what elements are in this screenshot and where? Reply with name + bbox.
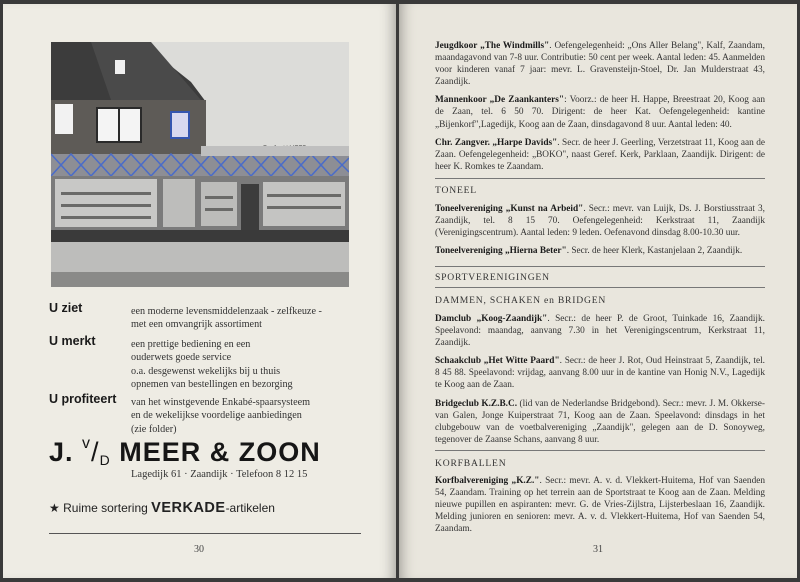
benefit-text-profit <box>131 396 371 436</box>
korfball-entries <box>435 475 765 541</box>
brand-d: D <box>99 452 111 468</box>
entry-kunst-na-arbeid <box>435 203 765 239</box>
page-number-right: 31 <box>593 544 603 555</box>
entry-name: Schaakclub „Het Witte Paard" <box>435 356 560 367</box>
entry-jeugdkoor <box>435 40 765 88</box>
entry-bridgeclub <box>435 398 765 446</box>
entry-text: . Secr.: de heer J. Rot, Oud Heinstraat 5, Zaandijk, tel. 8 45 88. Speelavond: vrijdag, aanvang 8.00 uur in de kantine van Honig N.V., Lagedijk te Koog aan de Zaan. <box>435 356 766 391</box>
entry-text: . Secr.: mevr. van Luijk, Ds. J. Borstiusstraat 3, Zaandijk, tel. 8 15 70. Oefengelegenheid: Kerkstraat 11, Zaandijk (Verenigingscentrum). Aantal leden: 9 leden. Oefenavond dinsdag 8.00-10.30 uur. <box>435 204 765 239</box>
shop-brand-name <box>49 437 321 468</box>
brand-slash: / <box>91 437 100 467</box>
right-page <box>399 4 797 578</box>
section-heading-korfbal: KORFBALLEN <box>435 458 507 469</box>
entry-name: Toneelvereniging „Kunst na Arbeid" <box>435 204 584 214</box>
benefit-text-see <box>131 305 371 332</box>
brand-initial: J. <box>49 437 74 467</box>
benefit-line: een moderne levensmiddelenzaak - zelfkeuze - <box>131 306 322 317</box>
entry-hierna-beter <box>435 245 765 257</box>
entry-name: Jeugdkoor „The Windmills" <box>435 41 550 51</box>
benefit-line: o.a. desgewenst wekelijks bij u thuis <box>131 365 281 377</box>
entry-name: Bridgeclub K.Z.B.C. <box>435 398 518 409</box>
divider <box>49 533 361 534</box>
entry-name: Korfbalvereniging „K.Z." <box>435 476 540 486</box>
entry-text: (lid van de Nederlandse Bridgebond). Secr.: mevr. J. M. Okkerse-van Galen, Jonge Kuiperstraat 71, Koog aan de Zaan. Speelavond: dinsdags in het clubgebouw van de voetbalvereniging „Zaandijk", gelegen aan de D. Sonoyweg, tegenover de Zaanse Schans, aanvang 8 uur. <box>435 398 766 445</box>
games-entries <box>435 313 765 452</box>
section-divider <box>435 266 765 267</box>
section-divider <box>435 178 765 179</box>
entry-mannenkoor <box>435 94 765 130</box>
shop-address: Lagedijk 61 · Zaandijk · Telefoon 8 12 15 <box>131 469 308 480</box>
shop-photo-graphic <box>51 42 349 287</box>
shop-photo <box>51 42 349 287</box>
entry-text: . Secr.: de heer P. de Groot, Tuinkade 16, Zaandijk. Speelavond: maandag, aanvang 7.30 in het Verenigingscentrum, Kerkstraat 11, Zaandijk. <box>435 314 765 349</box>
assortment-brand: VERKADE <box>151 500 226 516</box>
benefit-label-see: U ziet <box>49 301 83 315</box>
benefit-line: opnemen van bestellingen en bezorging <box>131 379 293 391</box>
brand-v: v <box>82 435 92 452</box>
section-heading-sport: SPORTVERENIGINGEN <box>435 272 550 283</box>
benefit-line: ouderwets goede service <box>131 352 232 364</box>
left-page <box>3 4 396 578</box>
entry-zangver <box>435 137 765 173</box>
section-divider <box>435 287 765 288</box>
entry-korfbal-kz <box>435 475 765 535</box>
benefit-label-profit: U profiteert <box>49 392 117 406</box>
entry-name: Damclub „Koog-Zaandijk" <box>435 314 548 324</box>
benefit-line: met een omvangrijk assortiment <box>131 319 262 331</box>
benefit-line: een prettige bediening en een <box>131 339 251 350</box>
choir-entries <box>435 40 765 179</box>
benefit-text-notice <box>131 338 371 392</box>
entry-name: Toneelvereniging „Hierna Beter" <box>435 246 567 257</box>
entry-text: : Voorz.: de heer H. Happe, Breestraat 20, Koog aan de Zaan, tel. 6 50 70. Dirigent: de heer Kat. Oefengelegenheid: kantine „Bijenkorf",Lagedijk, Koog aan de Zaan, dinsdagavond 8 uur. Aantal leden: 40. <box>435 95 765 130</box>
theatre-entries <box>435 203 765 263</box>
entry-schaakclub <box>435 355 765 391</box>
section-divider <box>435 450 765 451</box>
benefit-line: en de wekelijkse voordelige aanbiedingen <box>131 410 302 422</box>
section-heading-dammen: DAMMEN, SCHAKEN en BRIDGEN <box>435 295 607 306</box>
benefit-line: van het winstgevende Enkabé-spaarsysteem <box>131 397 311 408</box>
entry-name: Chr. Zangver. „Harpe Davids" <box>435 137 558 148</box>
page-number-left: 30 <box>194 544 204 555</box>
assortment-prefix: Ruime sortering <box>63 501 148 515</box>
benefit-label-notice: U merkt <box>49 334 96 348</box>
entry-text: . Oefengelegenheid: „Ons Aller Belang", Kalf, Zaandam, maandagavond van 7-8 uur. Contributie: 50 cent per week. Aantal leden: 45. Aanmelden voor kinderen vanaf 7 jaar: mevr. L. Gravensteijn-Stoel, Dr. Jan Mulderstraat 43, Zaandijk. <box>435 41 765 88</box>
entry-name: Mannenkoor „De Zaankanters" <box>435 95 565 106</box>
entry-text: . Secr.: mevr. A. v. d. Vlekkert-Huitema, Hof van Saenden 54, Zaandam. Training op het terrein aan de Sportstraat te Koog aan de Zaan. Melding nieuwe pupillen en aspiranten: mevr. G. de Vries-Zijlstra, Lijsterbeslaan 16, Zaandijk. Melding junioren en senioren: mevr. A. v. d. Vlekkert-Huitema, Hof van Saenden 54, Zaandam. <box>435 476 765 535</box>
benefit-line: (zie folder) <box>131 423 177 435</box>
star-icon: ★ <box>49 501 60 515</box>
section-heading-toneel: TONEEL <box>435 185 477 196</box>
entry-text: . Secr. de heer J. Geerling, Verzetstraat 11, Koog aan de Zaan. Oefengelegenheid: „BOKO", naast Geref. Kerk, Parklaan, Zaandijk. Dirigent: de heer K. Romkes te Zaandam. <box>435 137 765 172</box>
assortment-line <box>49 500 275 516</box>
assortment-suffix: -artikelen <box>225 501 275 515</box>
entry-text: . Secr. de heer Klerk, Kastanjelaan 2, Zaandijk. <box>566 246 743 257</box>
brand-name: MEER & ZOON <box>119 437 321 467</box>
entry-damclub <box>435 313 765 349</box>
